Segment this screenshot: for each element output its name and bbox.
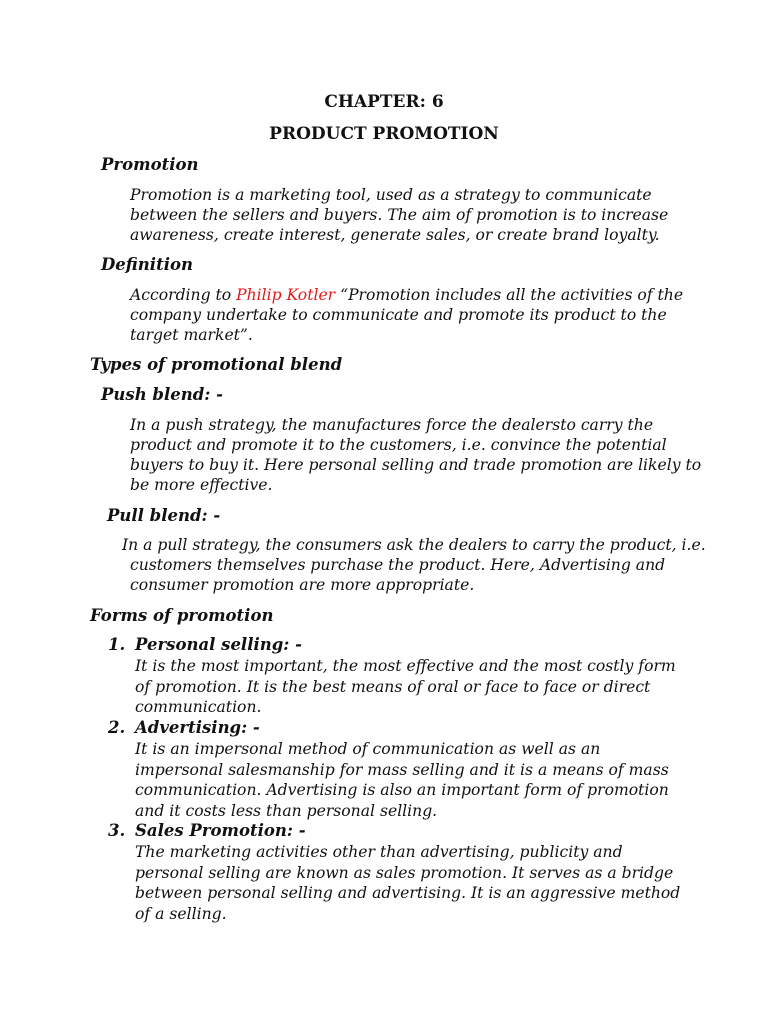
pull-line: In a pull strategy, the consumers ask the dealers to carry the product, i.e.	[122, 536, 706, 554]
pull-paragraph	[122, 535, 706, 595]
pull-heading: Pull blend: -	[107, 506, 221, 525]
definition-quote-start: “Promotion includes all the activities of the	[335, 286, 684, 304]
definition-heading: Definition	[101, 255, 193, 274]
form-body-line: communication.	[135, 698, 262, 716]
form-item-title	[108, 635, 676, 656]
form-item-advertising	[108, 718, 669, 821]
push-line: buyers to buy it. Here personal selling and trade promotion are likely to	[130, 456, 702, 474]
form-item-body	[135, 842, 680, 924]
promotion-line: between the sellers and buyers. The aim of promotion is to increase	[130, 206, 669, 224]
form-body-line: It is an impersonal method of communication as well as an	[135, 740, 601, 758]
form-body-line: of promotion. It is the best means of oral or face to face or direct	[135, 677, 651, 696]
list-number: 2.	[108, 718, 126, 737]
definition-line: target market”.	[130, 326, 253, 344]
form-body-line: communication. Advertising is also an important form of promotion	[135, 781, 669, 799]
form-body-line: The marketing activities other than advertising, publicity and	[135, 843, 623, 861]
pull-line: consumer promotion are more appropriate.	[130, 576, 475, 594]
form-title-text: Personal selling: -	[135, 635, 302, 654]
form-body-line: impersonal salesmanship for mass selling and it is a means of mass	[135, 760, 669, 779]
form-item-title	[108, 821, 680, 842]
promotion-line: Promotion is a marketing tool, used as a strategy to communicate	[130, 186, 652, 204]
chapter-label: CHAPTER: 6	[324, 92, 444, 112]
push-line: In a push strategy, the manufactures force the dealersto carry the	[130, 416, 654, 434]
promotion-line: awareness, create interest, generate sales, or create brand loyalty.	[130, 226, 660, 244]
push-line: be more effective.	[130, 476, 273, 494]
form-item-body	[135, 656, 676, 718]
author-name: Philip Kotler	[236, 286, 336, 304]
push-line: product and promote it to the customers, i.e. convince the potential	[130, 436, 667, 454]
form-body-line: personal selling are known as sales promotion. It serves as a bridge	[135, 863, 674, 882]
form-item-sales-promotion	[108, 821, 680, 924]
types-heading: Types of promotional blend	[90, 355, 343, 374]
form-body-line: It is the most important, the most effective and the most costly form	[135, 657, 676, 675]
definition-prefix: According to	[130, 286, 237, 304]
form-item-title	[108, 718, 669, 739]
promotion-heading: Promotion	[101, 155, 199, 174]
form-body-line: between personal selling and advertising. It is an aggressive method	[135, 884, 681, 902]
definition-paragraph	[130, 285, 683, 345]
definition-line: company undertake to communicate and promote its product to the	[130, 306, 667, 324]
forms-heading: Forms of promotion	[90, 606, 274, 625]
chapter-title: PRODUCT PROMOTION	[269, 124, 499, 144]
form-item-body	[135, 739, 669, 821]
push-heading: Push blend: -	[101, 385, 223, 404]
push-paragraph	[130, 415, 701, 495]
form-title-text: Advertising: -	[135, 718, 260, 737]
form-body-line: of a selling.	[135, 904, 227, 923]
form-title-text: Sales Promotion: -	[135, 821, 306, 840]
list-number: 3.	[108, 821, 126, 840]
promotion-paragraph	[130, 185, 668, 245]
list-number: 1.	[108, 635, 126, 654]
form-item-personal-selling	[108, 635, 676, 718]
definition-line	[130, 285, 683, 305]
pull-line: customers themselves purchase the product. Here, Advertising and	[130, 556, 666, 574]
form-body-line: and it costs less than personal selling.	[135, 801, 438, 820]
